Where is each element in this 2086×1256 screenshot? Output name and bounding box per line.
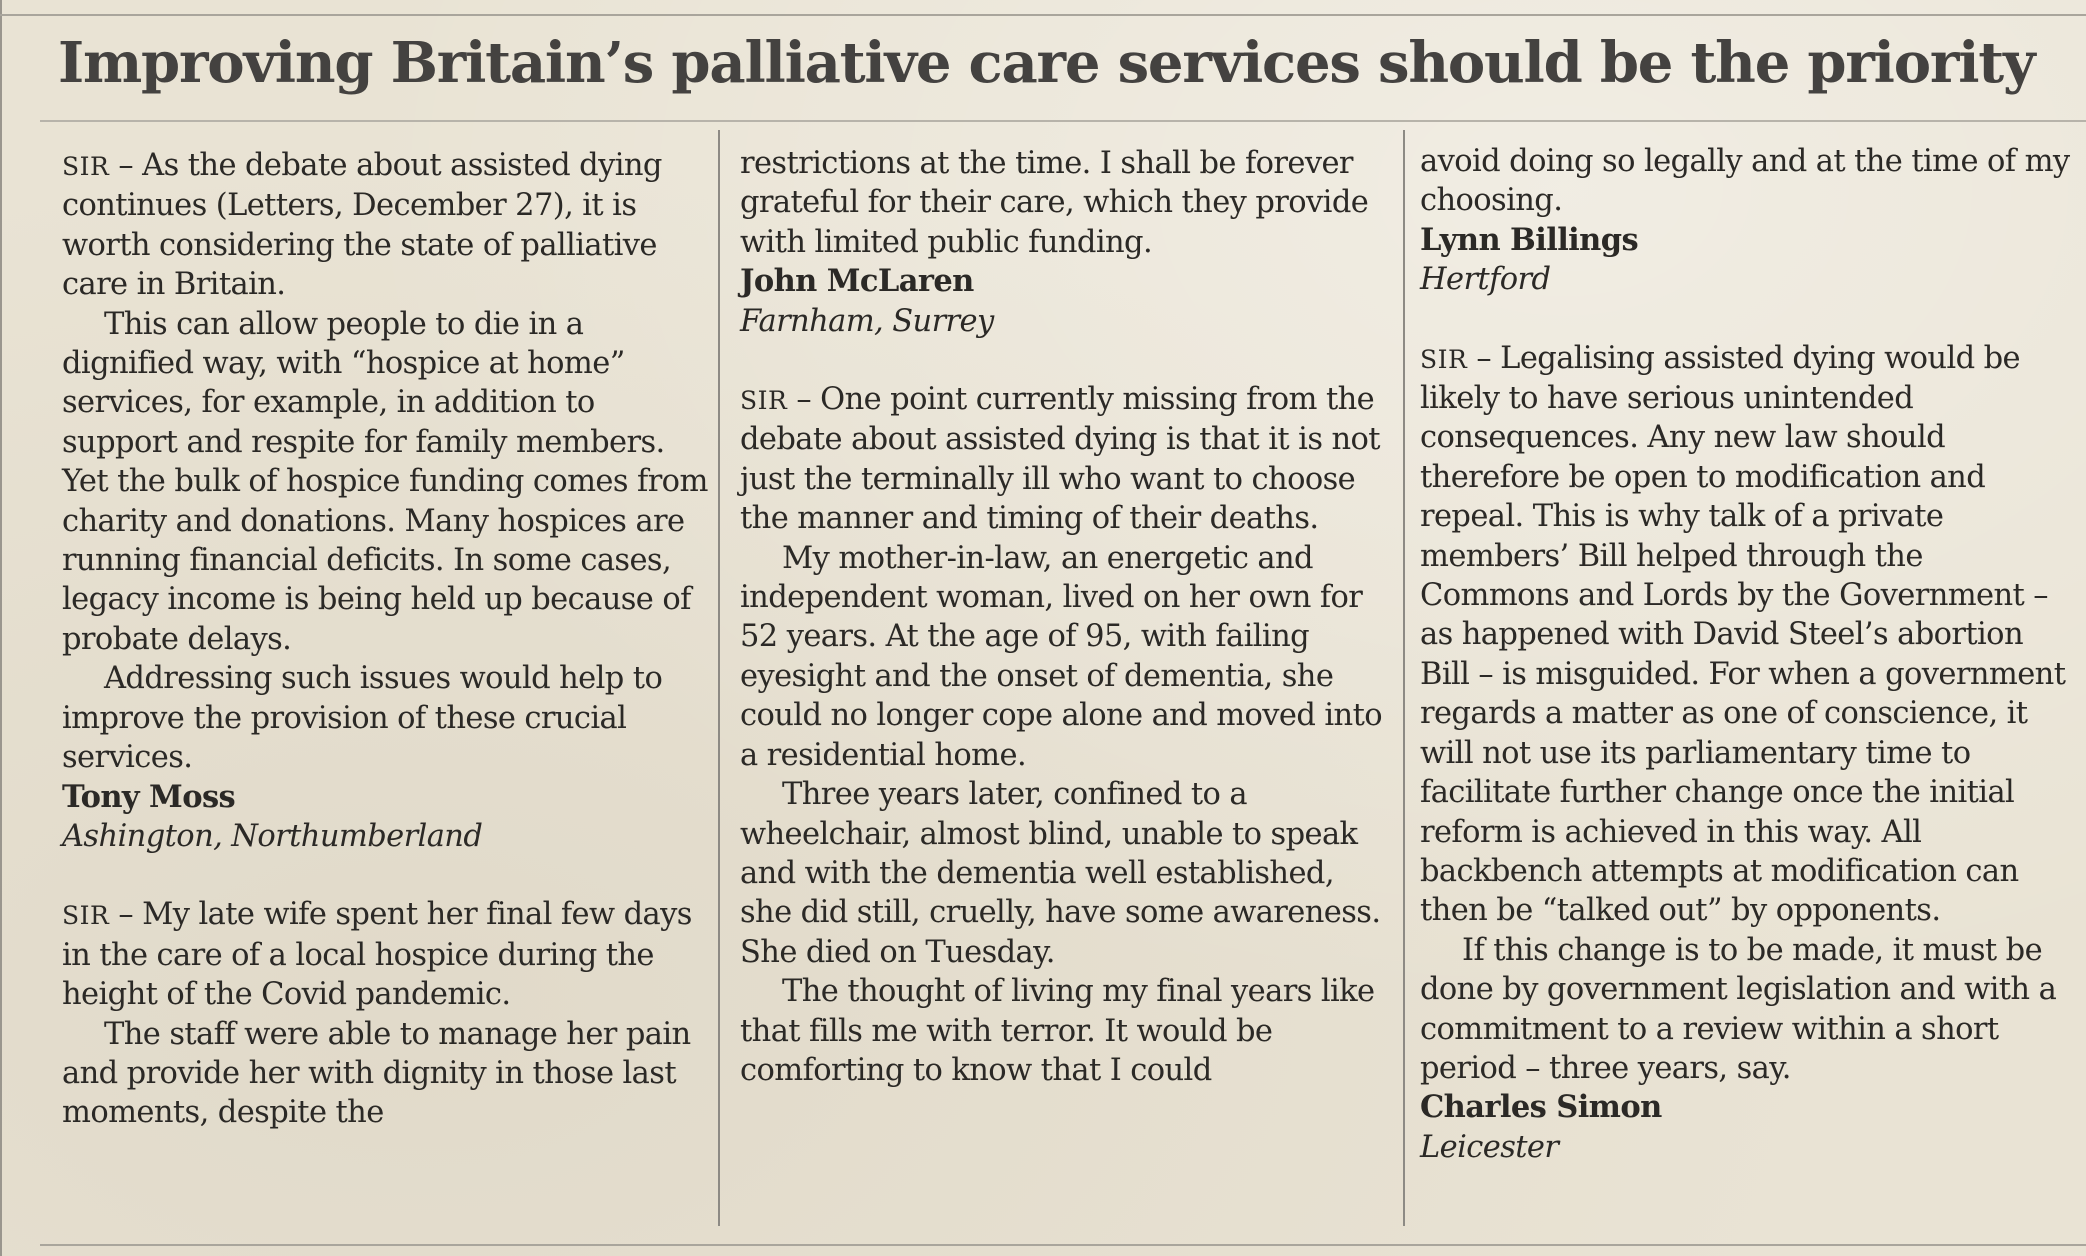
- letter-paragraph: The staff were able to manage her pain and provide her with dignity in those last moments, despite the: [62, 1016, 691, 1131]
- salutation: SIR: [740, 386, 788, 416]
- salutation: SIR: [1420, 344, 1468, 374]
- column-divider: [1403, 130, 1405, 1226]
- letter-paragraph: [62, 895, 712, 1014]
- letter-spacer: [740, 341, 1390, 380]
- letter-paragraph: restrictions at the time. I shall be forever grateful for their care, which they provide with limited public funding.: [740, 146, 1369, 260]
- column-divider: [718, 130, 720, 1226]
- author-name: Lynn Billings: [1420, 221, 1639, 258]
- author-location: Ashington, Northumberland: [62, 818, 483, 854]
- letter-paragraph: [1420, 339, 2070, 931]
- letter-spacer: [62, 856, 712, 895]
- headline-rule: [40, 120, 2086, 122]
- letter-charles-simon: [1420, 339, 2070, 1168]
- author-location: Hertford: [1420, 262, 1551, 298]
- letter-john-mclaren-continued: [740, 144, 1390, 341]
- paragraph-text: – As the debate about assisted dying continues (Letters, December 27), it is worth considering the state of palliative care in Britain.: [62, 148, 662, 303]
- letter-john-mclaren: [62, 895, 712, 1132]
- letter-paragraph: Addressing such issues would help to improve the provision of these crucial services.: [62, 661, 663, 776]
- letter-paragraph: Three years later, confined to a wheelchair, almost blind, unable to speak and with the dementia well established, she did still, cruelly, have some awareness. She died on Tuesday.: [740, 777, 1381, 970]
- salutation: SIR: [62, 901, 110, 931]
- letter-tony-moss: [62, 146, 712, 856]
- author-name: Charles Simon: [1420, 1089, 1662, 1126]
- letter-paragraph: [740, 380, 1390, 539]
- letter-paragraph: If this change is to be made, it must be done by government legislation and with a commitment to a review within a short period – three years, say.: [1420, 932, 2057, 1086]
- paragraph-text: – My late wife spent her final few days in the care of a local hospice during the height of the Covid pandemic.: [62, 897, 692, 1013]
- letter-spacer: [1420, 300, 2070, 339]
- paragraph-text: – One point currently missing from the debate about assisted dying is that it is not just the terminally ill who want to choose the manner and timing of their deaths.: [740, 382, 1380, 537]
- bottom-rule: [40, 1244, 2086, 1246]
- salutation: SIR: [62, 152, 110, 181]
- column-3: [1420, 142, 2070, 1167]
- letter-paragraph: [62, 146, 712, 305]
- headline: Improving Britain’s palliative care services should be the priority: [58, 30, 2035, 96]
- top-rule: [0, 14, 2086, 16]
- letter-paragraph: My mother-in-law, an energetic and independent woman, lived on her own for 52 years. At the age of 95, with failing eyesight and the onset of dementia, she could no longer cope alone and moved into a residential home.: [740, 540, 1383, 773]
- letter-lynn-billings: [740, 380, 1390, 1090]
- letter-paragraph: avoid doing so legally and at the time of my choosing.: [1420, 144, 2070, 219]
- letter-paragraph: This can allow people to die in a dignified way, with “hospice at home” services, for example, in addition to support and respite for family members. Yet the bulk of hospice funding comes from charity and donations. Many hospices are running financial deficits. In some cases, legacy income is being held up because of probate delays.: [62, 306, 708, 657]
- letter-paragraph: The thought of living my final years like that fills me with terror. It would be comforting to know that I could: [740, 974, 1375, 1088]
- author-name: John McLaren: [740, 263, 974, 300]
- column-2: [740, 144, 1390, 1090]
- author-location: Leicester: [1420, 1129, 1559, 1165]
- paragraph-text: – Legalising assisted dying would be likely to have serious unintended consequences. Any new law should therefore be open to modification and repeal. This is why talk of a private members’ Bill helped through the Commons and Lords by the Government – as happened with David Steel’s abortion Bill – is misguided. For when a government regards a matter as one of conscience, it will not use its parliamentary time to facilitate further change once the initial reform is achieved in this way. All backbench attempts at modification can then be “talked out” by opponents.: [1420, 340, 2066, 929]
- column-1: [62, 146, 712, 1133]
- author-location: Farnham, Surrey: [740, 303, 994, 339]
- letter-lynn-billings-continued: [1420, 142, 2070, 300]
- author-name: Tony Moss: [62, 778, 236, 815]
